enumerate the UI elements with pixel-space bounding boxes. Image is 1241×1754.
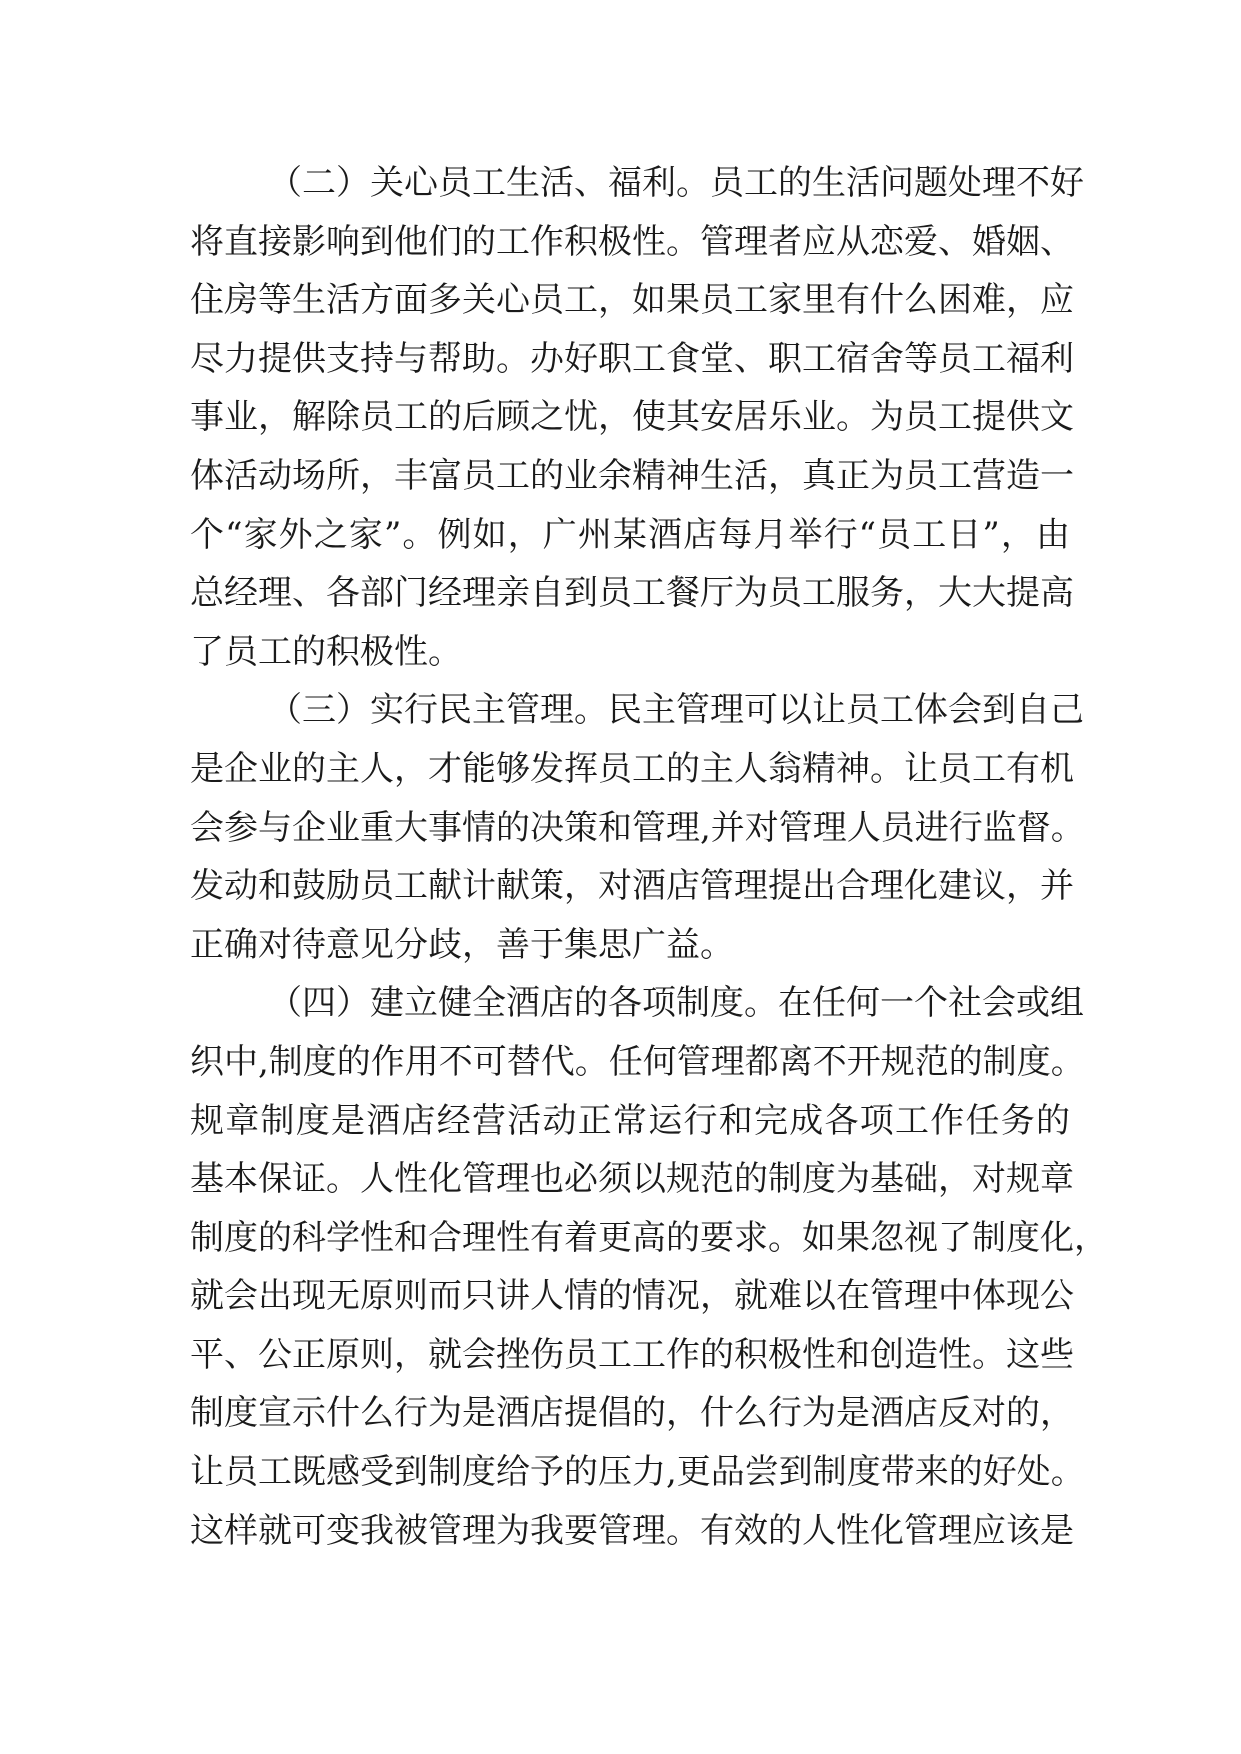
paragraph-2-line-8: 总经理、各部门经理亲自到员工餐厅为员工服务，大大提高 — [190, 573, 1074, 614]
paragraph-2-line-4: 尽力提供支持与帮助。办好职工食堂、职工宿舍等员工福利 — [190, 338, 1074, 379]
paragraph-2-line-7: 个“家外之家”。例如，广州某酒店每月举行“员工日”，由 — [190, 514, 1070, 555]
paragraph-3-line-4: 发动和鼓励员工献计献策，对酒店管理提出合理化建议，并 — [190, 866, 1074, 907]
body-text — [190, 154, 1108, 1560]
paragraph-4-line-6: 就会出现无原则而只讲人情的情况，就难以在管理中体现公 — [190, 1276, 1074, 1317]
paragraph-3-line-5: 正确对待意见分歧，善于集思广益。 — [190, 924, 734, 965]
paragraph-3-line-1: （三）实行民主管理。民主管理可以让员工体会到自己 — [268, 690, 1084, 731]
paragraph-4-line-1: （四）建立健全酒店的各项制度。在任何一个社会或组 — [268, 983, 1084, 1024]
paragraph-4-line-3: 规章制度是酒店经营活动正常运行和完成各项工作任务的 — [190, 1100, 1070, 1141]
paragraph-4-line-8: 制度宣示什么行为是酒店提倡的，什么行为是酒店反对的， — [190, 1393, 1074, 1434]
paragraph-2-line-9: 了员工的积极性。 — [190, 631, 462, 672]
paragraph-3-line-2: 是企业的主人，才能够发挥员工的主人翁精神。让员工有机 — [190, 748, 1074, 789]
paragraph-3-line-3: 会参与企业重大事情的决策和管理,并对管理人员进行监督。 — [190, 807, 1085, 848]
paragraph-4-line-10: 这样就可变我被管理为我要管理。有效的人性化管理应该是 — [190, 1510, 1074, 1551]
paragraph-4-line-7: 平、公正原则，就会挫伤员工工作的积极性和创造性。这些 — [190, 1334, 1074, 1375]
paragraph-2-line-3: 住房等生活方面多关心员工，如果员工家里有什么困难，应 — [190, 280, 1074, 321]
paragraph-2-line-1: （二）关心员工生活、福利。员工的生活问题处理不好 — [268, 163, 1084, 203]
paragraph-4-line-2: 织中,制度的作用不可替代。任何管理都离不开规范的制度。 — [190, 1041, 1085, 1082]
paragraph-2-line-6: 体活动场所，丰富员工的业余精神生活，真正为员工营造一 — [190, 455, 1074, 496]
paragraph-4-line-4: 基本保证。人性化管理也必须以规范的制度为基础，对规章 — [190, 1159, 1074, 1200]
paragraph-4-line-5: 制度的科学性和合理性有着更高的要求。如果忽视了制度化， — [190, 1217, 1108, 1258]
paragraph-2-line-2: 将直接影响到他们的工作积极性。管理者应从恋爱、婚姻、 — [190, 221, 1074, 262]
paragraph-4-line-9: 让员工既感受到制度给予的压力,更品尝到制度带来的好处。 — [190, 1452, 1085, 1493]
paragraph-2-line-5: 事业，解除员工的后顾之忧，使其安居乐业。为员工提供文 — [190, 397, 1074, 438]
